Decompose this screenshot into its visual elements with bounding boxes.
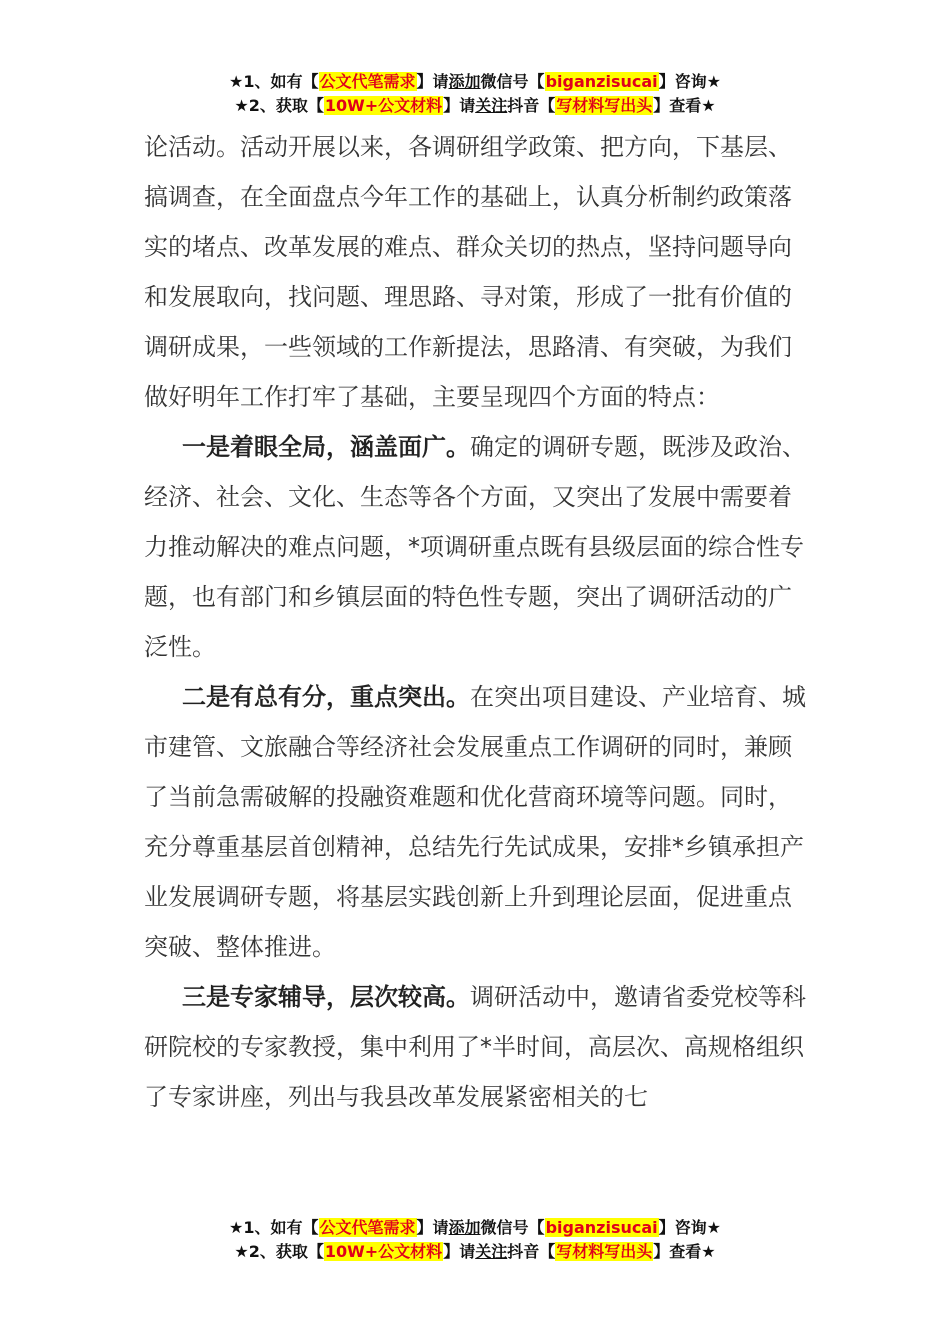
banner-underline: 关注 xyxy=(475,1242,508,1261)
banner-text: 微信号【 xyxy=(480,1218,545,1237)
banner-text: 】请 xyxy=(416,1218,449,1237)
banner-highlight: 公文代笔需求 xyxy=(319,1218,416,1237)
feature-paragraph-3 xyxy=(144,972,814,1122)
banner-line-2 xyxy=(0,1240,950,1264)
banner-text: 】请 xyxy=(443,1242,476,1261)
banner-text: ★1、如有【 xyxy=(229,1218,319,1237)
banner-highlight: 10W+公文材料 xyxy=(324,96,443,115)
paragraph-lead: 一是着眼全局，涵盖面广。 xyxy=(182,433,470,461)
banner-line-1 xyxy=(0,70,950,94)
banner-line-1 xyxy=(0,1216,950,1240)
banner-text: 抖音【 xyxy=(507,96,556,115)
banner-underline: 添加 xyxy=(448,72,481,91)
banner-text: 抖音【 xyxy=(507,1242,556,1261)
banner-text: 】咨询★ xyxy=(658,1218,721,1237)
banner-highlight-douyin: 写材料写出头 xyxy=(556,1242,653,1261)
banner-underline: 关注 xyxy=(475,96,508,115)
paragraph-text: 调研活动中，邀请省委党校等科研院校的专家教授，集中利用了*半时间，高层次、高规格组织了专家讲座，列出与我县改革发展紧密相关的七 xyxy=(144,983,806,1111)
paragraph-text: 在突出项目建设、产业培育、城市建管、文旅融合等经济社会发展重点工作调研的同时，兼顾了当前急需破解的投融资难题和优化营商环境等问题。同时，充分尊重基层首创精神，总结先行先试成果，安排*乡镇承担产业发展调研专题，将基层实践创新上升到理论层面，促进重点突破、整体推进。 xyxy=(144,683,806,961)
banner-text: ★2、获取【 xyxy=(234,1242,324,1261)
banner-text: 】请 xyxy=(443,96,476,115)
intro-paragraph: 论活动。活动开展以来，各调研组学政策、把方向，下基层、搞调查，在全面盘点今年工作的基础上，认真分析制约政策落实的堵点、改革发展的难点、群众关切的热点，坚持问题导向和发展取向，找问题、理思路、寻对策，形成了一批有价值的调研成果，一些领域的工作新提法，思路清、有突破，为我们做好明年工作打牢了基础，主要呈现四个方面的特点： xyxy=(144,133,792,411)
feature-paragraph-2 xyxy=(144,672,814,972)
banner-text: 】请 xyxy=(416,72,449,91)
banner-highlight: 10W+公文材料 xyxy=(324,1242,443,1261)
banner-text: 】查看★ xyxy=(653,1242,716,1261)
banner-highlight-wechat: biganzisucai xyxy=(545,72,658,91)
document-body xyxy=(144,122,814,1122)
banner-highlight-douyin: 写材料写出头 xyxy=(556,96,653,115)
banner-underline: 添加 xyxy=(448,1218,481,1237)
banner-line-2 xyxy=(0,94,950,118)
footer-banner xyxy=(0,1216,950,1264)
banner-text: ★2、获取【 xyxy=(234,96,324,115)
feature-paragraph-1 xyxy=(144,422,814,672)
banner-highlight-wechat: biganzisucai xyxy=(545,1218,658,1237)
banner-text: 】查看★ xyxy=(653,96,716,115)
paragraph-lead: 三是专家辅导，层次较高。 xyxy=(182,983,470,1011)
header-banner xyxy=(0,70,950,118)
banner-text: ★1、如有【 xyxy=(229,72,319,91)
banner-highlight: 公文代笔需求 xyxy=(319,72,416,91)
paragraph-text: 确定的调研专题，既涉及政治、经济、社会、文化、生态等各个方面，又突出了发展中需要着力推动解决的难点问题，*项调研重点既有县级层面的综合性专题，也有部门和乡镇层面的特色性专题，突出了调研活动的广泛性。 xyxy=(144,433,806,661)
banner-text: 微信号【 xyxy=(480,72,545,91)
paragraph-lead: 二是有总有分，重点突出。 xyxy=(182,683,470,711)
banner-text: 】咨询★ xyxy=(658,72,721,91)
